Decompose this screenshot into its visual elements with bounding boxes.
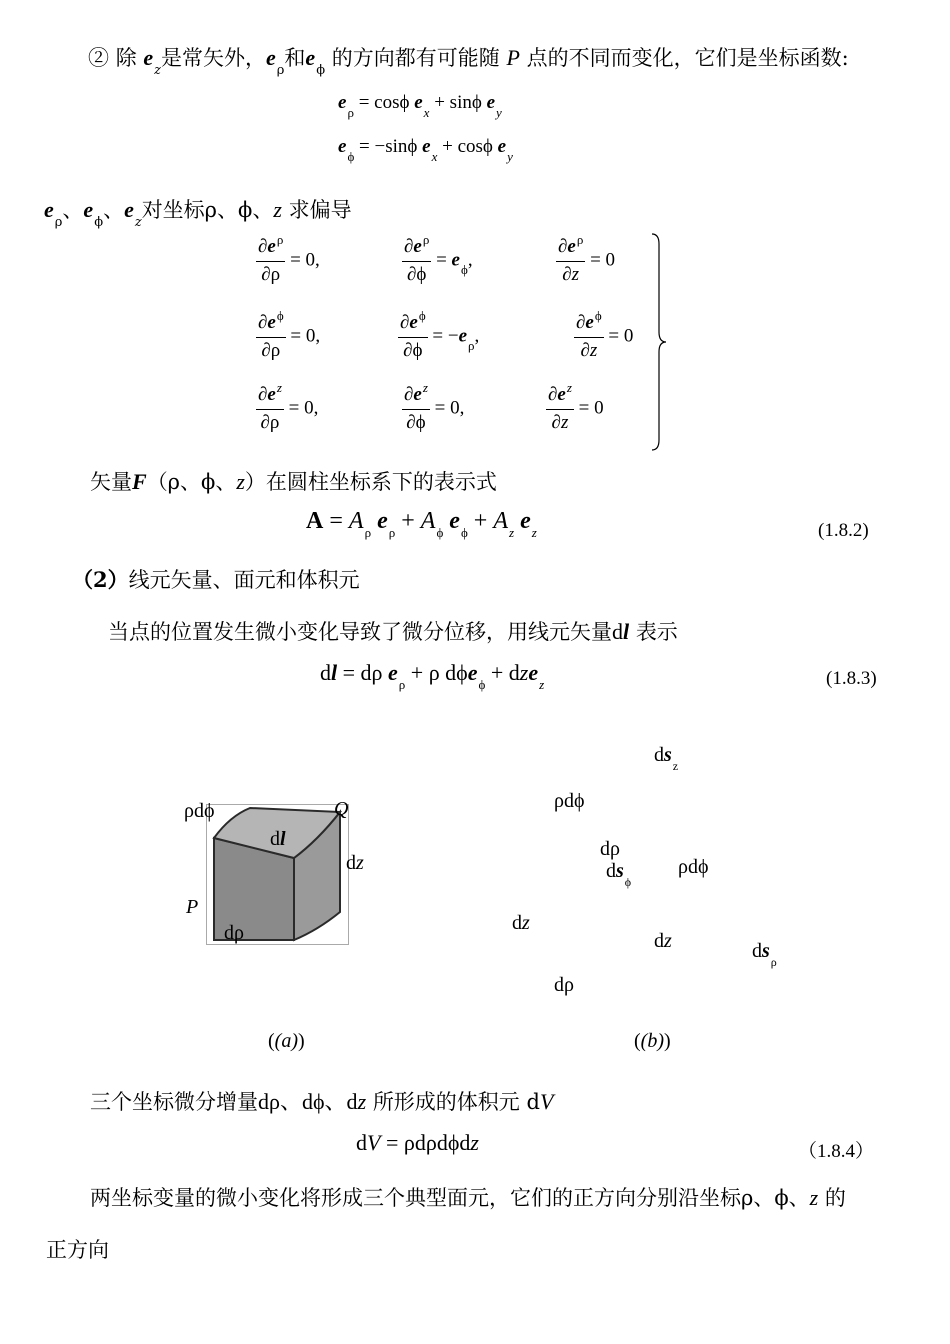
derivative-r1c2: $\frac{\partial e^\rho}{\partial\phi}$ = $e_\phi$, [404, 232, 473, 285]
basis-eq-rho: $e_\rho = \cos\phi$ $e_x + \sin\phi$ $e_y$ [338, 92, 502, 120]
figure-b-drho-upper: dρ [600, 838, 620, 860]
derivative-r1c1: $\frac{\partial e^\rho}{\partial\rho}$ = 0, [258, 232, 320, 285]
intro-line: ② 除 $e_z$是常矢外，$e_\rho$和$e_\phi$ 的方向都有可能随 P 点的不同而变化，它们是坐标函数: [88, 45, 849, 78]
derivative-r3c1: $\frac{\partial e^z}{\partial\rho}$ = 0, [258, 380, 319, 433]
volume-line: 三个坐标微分增量dρ、dϕ、dz 所形成的体积元 dV [90, 1089, 554, 1114]
derivative-intro: $e_\rho$、$e_\phi$、$e_z$对坐标ρ、ϕ、z 求偏导 [44, 197, 352, 230]
equation-number-1-8-3: (1.8.3) [826, 668, 877, 689]
section-heading: （2）线元矢量、面元和体积元 [72, 567, 360, 592]
basis-eq-phi: $e_\phi = -\sin\phi$ $e_x + \cos\phi$ $e_y$ [338, 136, 513, 164]
figure-a-Q: Q [334, 798, 349, 820]
figure-a-caption: ((a)) [268, 1030, 305, 1052]
figure-b-dz-left: dz [512, 912, 530, 934]
figure-b-drho-lower: dρ [554, 974, 574, 996]
line-element-text: 当点的位置发生微小变化导致了微分位移，用线元矢量dl 表示 [108, 619, 678, 644]
final-line-2: 正方向 [46, 1238, 109, 1262]
figure-b-rho-dphi-top: ρdϕ [554, 790, 585, 812]
figure-b-dsz: $ds_z$ [654, 744, 679, 773]
figure-b-caption: ((b)) [634, 1030, 671, 1052]
derivative-r2c3: $\frac{\partial e^\phi}{\partial z}$ = 0 [576, 308, 634, 361]
figure-a-P: P [186, 896, 199, 918]
figure-b-dz-mid: dz [654, 930, 672, 952]
equation-number-1-8-4: （1.8.4） [798, 1141, 875, 1162]
derivative-r3c3: $\frac{\partial e^z}{\partial z}$ = 0 [548, 380, 604, 433]
right-brace [650, 232, 670, 452]
vector-line: 矢量F（ρ、ϕ、z）在圆柱坐标系下的表示式 [90, 469, 497, 494]
figure-a-dz: dz [346, 852, 364, 874]
figure-a-drho: dρ [224, 922, 244, 944]
circled-number: ② [88, 46, 109, 70]
equation-1-8-4: dV = ρdρdϕdz [356, 1130, 479, 1155]
figure-b-dsphi: $ds_\phi$ [606, 860, 632, 889]
figure-b-dsrho: $ds_\rho$ [752, 940, 777, 969]
derivative-r3c2: $\frac{\partial e^z}{\partial\phi}$ = 0, [404, 380, 465, 433]
figure-a-rho-dphi: ρdϕ [184, 800, 215, 822]
equation-number-1-8-2: (1.8.2) [818, 520, 869, 541]
figure-b-rho-dphi-right: ρdϕ [678, 856, 709, 878]
final-line-1: 两坐标变量的微小变化将形成三个典型面元，它们的正方向分别沿坐标ρ、ϕ、z 的 [90, 1185, 846, 1210]
derivative-r2c1: $\frac{\partial e^\phi}{\partial\rho}$ = 0, [258, 308, 321, 361]
figure-a-dl: dl [270, 828, 286, 850]
derivative-r1c3: $\frac{\partial e^\rho}{\partial z}$ = 0 [558, 232, 616, 285]
equation-1-8-3: dl = dρ $e_\rho + \rho$ dϕe$_\phi$ + dze$_z$ [320, 660, 545, 692]
equation-1-8-2: $A = A_\rho$ $e_\rho + A_\phi$ $e_\phi + A_z$ $e_z$ [306, 508, 537, 540]
derivative-r2c2: $\frac{\partial e^\phi}{\partial\phi}$ = $-e_\rho$, [400, 308, 480, 361]
